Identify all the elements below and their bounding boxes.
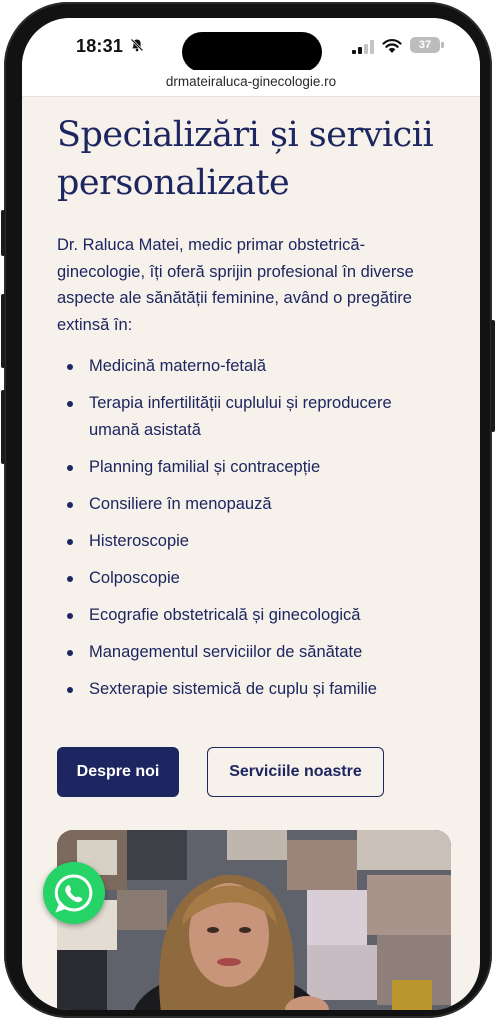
volume-up-button — [1, 294, 5, 368]
phone-screen — [22, 18, 480, 1010]
battery-tip — [441, 42, 444, 48]
list-item — [57, 565, 437, 592]
doctor-photo — [57, 830, 451, 1010]
signal-icon — [352, 40, 374, 54]
bullet-icon — [67, 650, 73, 656]
about-button[interactable]: Despre noi — [57, 747, 179, 797]
service-label: Colposcopie — [89, 568, 180, 587]
bell-off-icon — [130, 38, 144, 52]
service-label: Consiliere în menopauză — [89, 494, 272, 513]
wifi-icon — [382, 37, 402, 53]
list-item — [57, 454, 437, 481]
whatsapp-icon[interactable] — [43, 862, 105, 924]
dynamic-island — [182, 32, 322, 72]
bullet-icon — [67, 364, 73, 370]
bullet-icon — [67, 687, 73, 693]
service-label: Terapia infertilității cuplului și reproducere umană asistată — [89, 394, 392, 439]
list-item — [57, 353, 437, 380]
mute-switch — [1, 210, 5, 256]
service-label: Managementul serviciilor de sănătate — [89, 642, 363, 661]
battery-icon: 37 — [410, 37, 440, 53]
services-button[interactable]: Serviciile noastre — [207, 747, 384, 797]
intro-paragraph: Dr. Raluca Matei, medic primar obstetrică-ginecologie, îți oferă sprijin profesional în diverse aspecte ale sănătății feminine, având o pregătire extinsă în: — [57, 236, 414, 334]
page-title: Specializări și servicii personalizate — [57, 115, 434, 203]
list-item — [57, 676, 437, 703]
service-label: Medicină materno-fetală — [89, 357, 267, 375]
power-button — [491, 320, 495, 432]
bullet-icon — [67, 613, 73, 619]
list-item — [57, 390, 437, 443]
phone-frame — [4, 2, 492, 1018]
bullet-icon — [67, 576, 73, 582]
browser-address-bar[interactable] — [22, 70, 480, 97]
volume-down-button — [1, 390, 5, 464]
bullet-icon — [67, 465, 73, 471]
bullet-icon — [67, 401, 73, 407]
services-list — [57, 353, 437, 713]
list-item — [57, 602, 437, 629]
service-label: Histeroscopie — [89, 531, 189, 550]
list-item — [57, 639, 437, 666]
url-text[interactable]: drmateiraluca-ginecologie.ro — [165, 74, 337, 89]
bullet-icon — [67, 539, 73, 545]
service-label: Sexterapie sistemică de cuplu și familie — [89, 679, 377, 698]
status-time: 18:31 — [76, 36, 124, 56]
service-label: Planning familial și contracepție — [89, 457, 321, 476]
status-bar — [22, 18, 480, 70]
bullet-icon — [67, 502, 73, 508]
list-item — [57, 528, 437, 555]
service-label: Ecografie obstetricală și ginecologică — [89, 605, 361, 624]
list-item — [57, 491, 437, 518]
